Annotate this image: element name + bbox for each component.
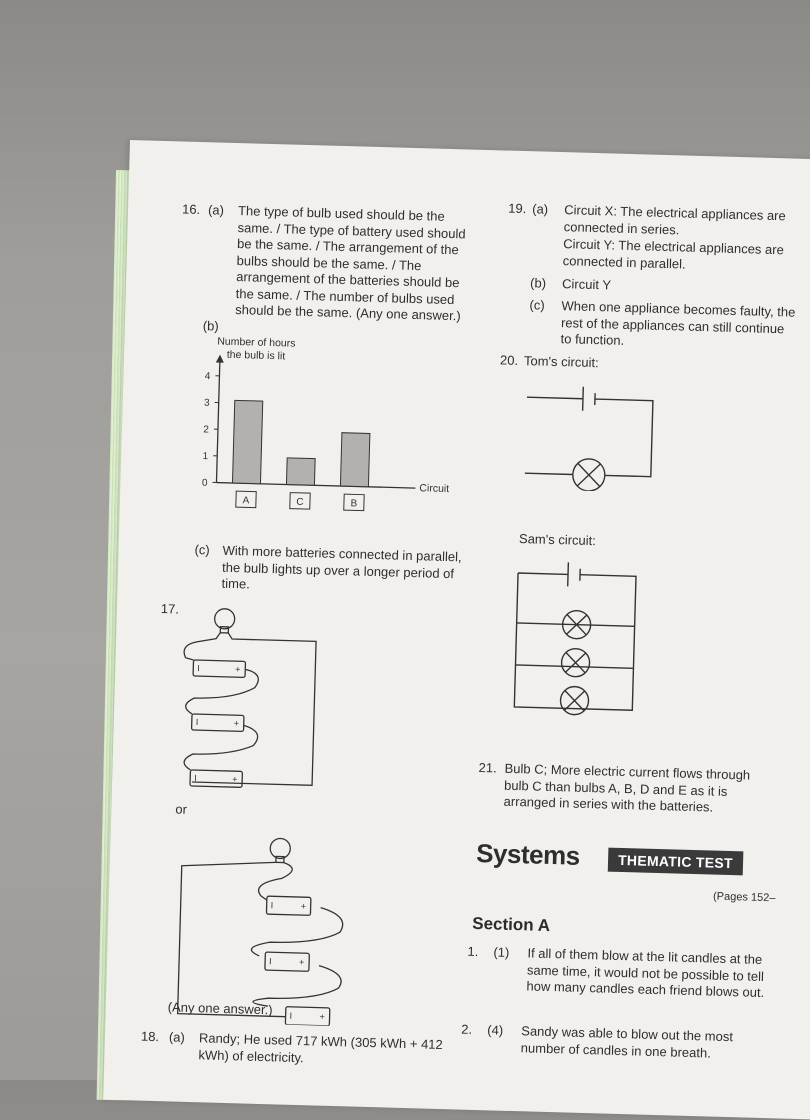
q19-b-label: (b) <box>530 275 546 292</box>
svg-text:I: I <box>269 956 272 966</box>
section-a-title: Section A <box>472 914 550 936</box>
y-tick-label: 4 <box>205 371 211 382</box>
systems-title: Systems <box>476 838 580 872</box>
answer-page <box>103 140 810 1120</box>
bar-c <box>286 458 315 485</box>
category-label: A <box>242 495 249 506</box>
q16-number: 16. <box>182 201 201 218</box>
x-axis-label: Circuit <box>419 482 449 495</box>
q17-any-one: (Any one answer.) <box>168 999 273 1018</box>
bar-chart <box>179 332 484 540</box>
section-a-item-text: If all of them blow at the lit candles at the same time, it would not be possible to tell how many candles each friend blows out. <box>526 945 777 1001</box>
bulb-icon <box>270 838 291 859</box>
q16-c-label: (c) <box>194 542 210 559</box>
svg-text:I: I <box>271 900 274 910</box>
battery-icon <box>568 562 569 586</box>
pages-reference: (Pages 152– <box>713 889 776 907</box>
q16-a-label: (a) <box>208 202 224 219</box>
y-tick-label: 1 <box>202 451 208 462</box>
svg-text:+: + <box>232 774 238 784</box>
q19-a-answer-y: Circuit Y: The electrical appliances are connected in parallel. <box>563 236 800 276</box>
q20-number: 20. <box>500 352 519 369</box>
svg-text:I: I <box>197 663 200 673</box>
svg-text:+: + <box>235 664 241 674</box>
y-axis-label-line1: Number of hours <box>217 336 296 350</box>
y-axis-arrow-icon <box>216 354 224 362</box>
q16-a-answer: The type of bulb used should be the same. / The type of battery used should be the same. / The arrangement of the bulbs should be the same. / The arrangement of the batteries should be the same. / The number of bulbs used should be the same. (Any one answer.) <box>235 203 474 325</box>
category-label: C <box>296 497 304 508</box>
q21-number: 21. <box>478 760 497 777</box>
section-a-item-number: 2. <box>461 1022 472 1039</box>
svg-text:+: + <box>319 1012 325 1022</box>
q17-circuit-diagram-1 <box>171 603 327 807</box>
q21-answer: Bulb C; More electric current flows through bulb C than bulbs A, B, D and E as it is arranged in series with the batteries. <box>503 761 772 818</box>
q18-a-answer: Randy; He used 717 kWh (305 kWh + 412 kWh) of electricity. <box>198 1030 455 1070</box>
q16-b-label: (b) <box>203 318 219 335</box>
q20-sam-label: Sam's circuit: <box>519 531 596 550</box>
section-a-item-answer: (1) <box>493 944 509 961</box>
svg-text:+: + <box>301 901 307 911</box>
section-a-item-text: Sandy was able to blow out the most number of candles in one breath. <box>521 1023 772 1063</box>
svg-text:I: I <box>194 773 197 783</box>
section-a-item-answer: (4) <box>487 1022 503 1039</box>
q16-c-answer: With more batteries connected in parallel, the bulb lights up over a longer period of time. <box>221 543 474 600</box>
q18-number: 18. <box>141 1029 160 1046</box>
q19-b-answer: Circuit Y <box>562 276 611 294</box>
q17-or: or <box>175 802 187 819</box>
category-label: B <box>350 498 357 509</box>
svg-text:I: I <box>196 717 199 727</box>
q19-number: 19. <box>508 201 527 218</box>
svg-text:I: I <box>289 1011 292 1021</box>
sam-circuit-diagram <box>510 555 644 719</box>
q20-tom-label: Tom's circuit: <box>524 353 599 372</box>
y-tick-label: 3 <box>204 398 210 409</box>
bulb-icon <box>214 609 235 630</box>
q19-a-label: (a) <box>532 201 548 218</box>
section-a-item-number: 1. <box>467 944 478 961</box>
battery-icon <box>583 387 584 411</box>
q19-a-answer-x: Circuit X: The electrical appliances are connected in series. <box>564 202 801 242</box>
q19-c-answer: When one appliance becomes faulty, the rest of the appliances can still continue to function. <box>560 298 797 354</box>
q17-circuit-diagram-2 <box>167 831 372 1027</box>
svg-text:+: + <box>299 957 305 967</box>
q17-number: 17. <box>161 601 180 618</box>
bar-a <box>232 400 262 483</box>
tom-circuit-diagram <box>520 377 663 493</box>
svg-text:+: + <box>234 718 240 728</box>
thematic-test-badge: THEMATIC TEST <box>608 848 743 876</box>
y-axis-label-line2: the bulb is lit <box>227 349 286 363</box>
y-tick-label: 0 <box>202 478 208 489</box>
q19-c-label: (c) <box>529 297 545 314</box>
bar-b <box>340 433 369 487</box>
y-tick-label: 2 <box>203 424 209 435</box>
q18-a-label: (a) <box>169 1029 185 1046</box>
